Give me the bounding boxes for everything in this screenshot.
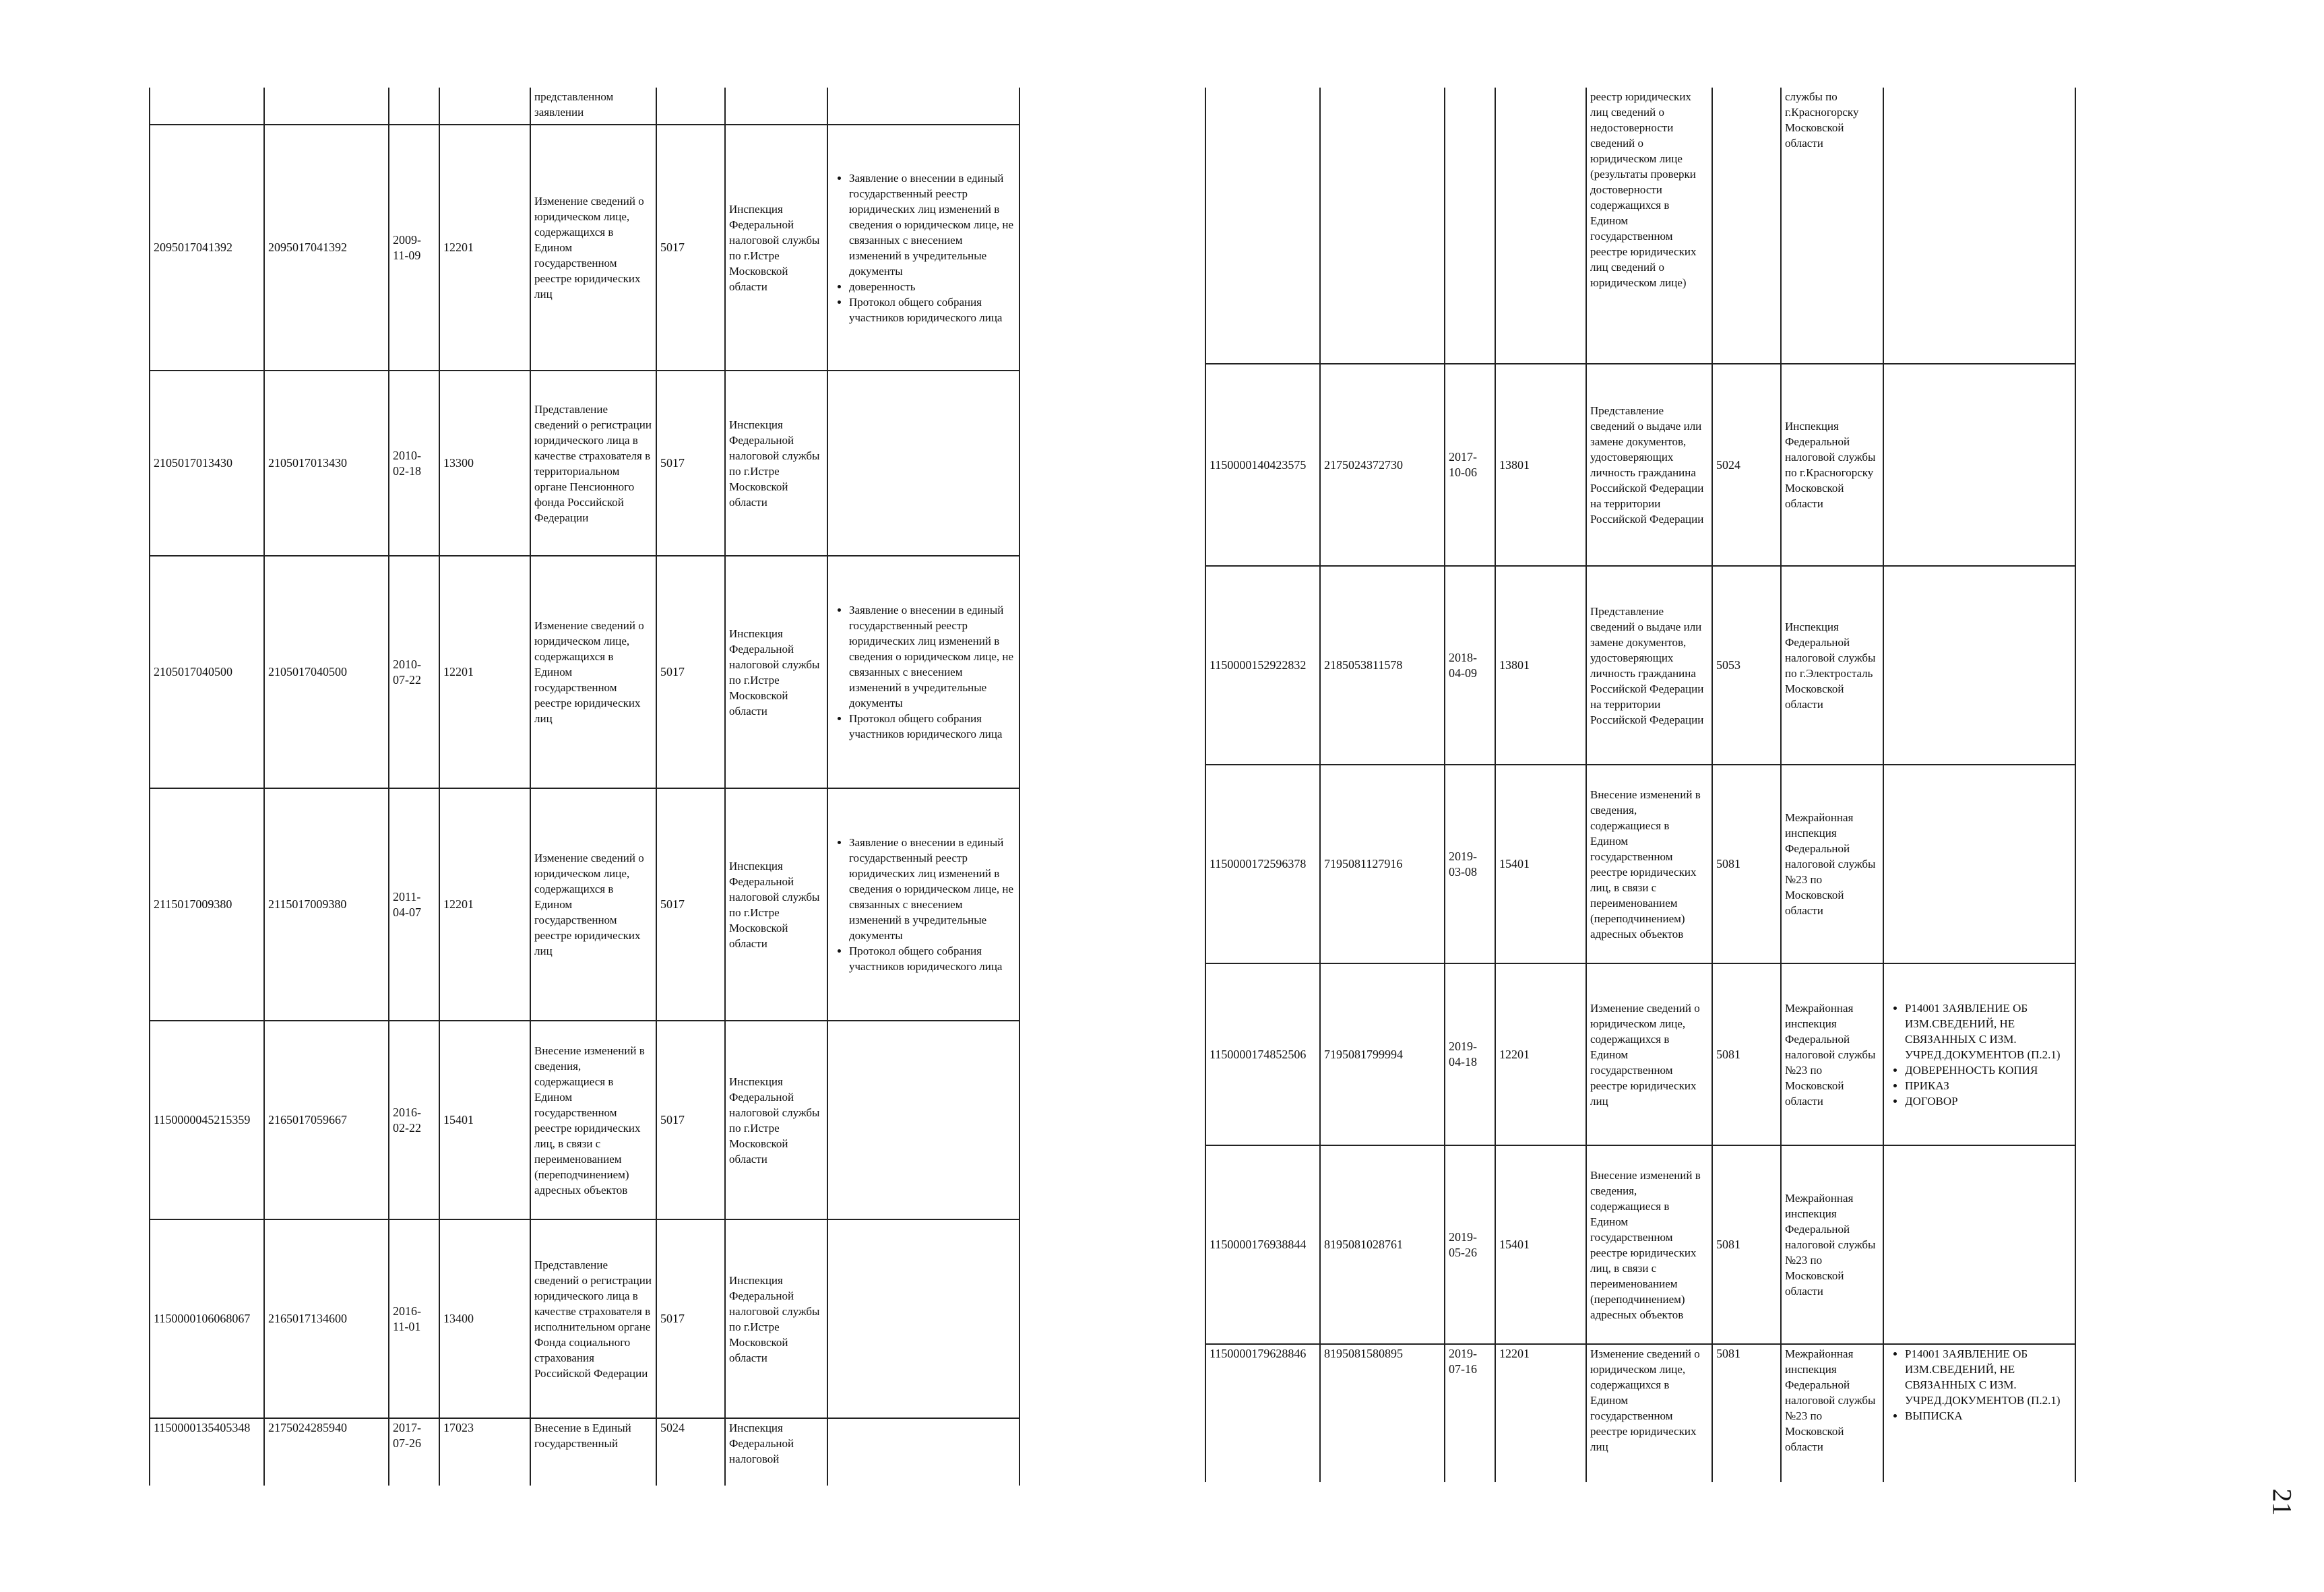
cell-reason: Представление сведений о регистрации юридического лица в качестве страхователя в исполнительном органе Фонда социального страхования Российской Федерации (530, 1219, 656, 1418)
table-row (1205, 364, 2075, 566)
cell-ogrn: 1150000106068067 (150, 1219, 264, 1418)
table-row (150, 125, 1019, 371)
document-item: • ВЫПИСКА (1905, 1408, 2071, 1424)
left-registry-table (149, 88, 1020, 1486)
cell-date: 2019-04-18 (1445, 963, 1495, 1145)
cell-authority: Инспекция Федеральной налоговой службы по г.Истре Московской области (725, 556, 827, 788)
cell-authority: Инспекция Федеральной налоговой службы по г.Истре Московской области (725, 1021, 827, 1219)
cell-ogrn: 1150000140423575 (1205, 364, 1320, 566)
cell-date (389, 88, 439, 125)
table-row (150, 556, 1019, 788)
cell-ogrn: 1150000174852506 (1205, 963, 1320, 1145)
cell-tax-code (1712, 88, 1781, 364)
cell-reason: Изменение сведений о юридическом лице, содержащихся в Едином государственном реестре юридических лиц (530, 788, 656, 1021)
document-item: • Протокол общего собрания участников юридического лица (849, 294, 1015, 325)
cell-ogrn (1205, 88, 1320, 364)
table-row (1205, 963, 2075, 1145)
documents-list (1887, 1346, 2071, 1424)
cell-code: 13801 (1495, 364, 1586, 566)
cell-grn: 2105017040500 (264, 556, 389, 788)
table-row (1205, 765, 2075, 963)
cell-ogrn: 2105017013430 (150, 371, 264, 556)
document-item: • ДОВЕРЕННОСТЬ КОПИЯ (1905, 1062, 2071, 1078)
documents-list (831, 835, 1015, 974)
cell-ogrn: 1150000045215359 (150, 1021, 264, 1219)
cell-ogrn: 2105017040500 (150, 556, 264, 788)
documents-list (831, 170, 1015, 325)
cell-code: 12201 (1495, 1344, 1586, 1482)
cell-grn: 2105017013430 (264, 371, 389, 556)
table-row (150, 1219, 1019, 1418)
table-row (150, 1021, 1019, 1219)
documents-list (831, 602, 1015, 742)
cell-tax-code: 5017 (656, 1219, 725, 1418)
cell-reason: Внесение в Единый государственный (530, 1418, 656, 1486)
table-row (150, 788, 1019, 1021)
cell-date: 2019-05-26 (1445, 1145, 1495, 1344)
cell-documents (827, 788, 1019, 1021)
cell-date: 2019-07-16 (1445, 1344, 1495, 1482)
cell-authority: Инспекция Федеральной налоговой службы по г.Истре Московской области (725, 788, 827, 1021)
cell-documents (827, 1219, 1019, 1418)
cell-grn: 2115017009380 (264, 788, 389, 1021)
cell-ogrn: 1150000172596378 (1205, 765, 1320, 963)
cell-tax-code: 5017 (656, 371, 725, 556)
cell-code: 15401 (439, 1021, 530, 1219)
cell-date: 2017-10-06 (1445, 364, 1495, 566)
cell-documents (1883, 566, 2075, 765)
document-item: • Протокол общего собрания участников юридического лица (849, 711, 1015, 742)
cell-grn: 2175024285940 (264, 1418, 389, 1486)
cell-ogrn: 1150000176938844 (1205, 1145, 1320, 1344)
table-row (150, 88, 1019, 125)
cell-grn (264, 88, 389, 125)
cell-code (1495, 88, 1586, 364)
cell-grn: 2185053811578 (1320, 566, 1445, 765)
cell-authority: Межрайонная инспекция Федеральной налоговой службы №23 по Московской области (1781, 1145, 1883, 1344)
cell-tax-code: 5017 (656, 1021, 725, 1219)
table-row (150, 1418, 1019, 1486)
cell-code: 17023 (439, 1418, 530, 1486)
cell-authority: Инспекция Федеральной налоговой службы по г.Красногорску Московской области (1781, 364, 1883, 566)
cell-date: 2010-07-22 (389, 556, 439, 788)
cell-documents (1883, 88, 2075, 364)
cell-authority: Инспекция Федеральной налоговой службы по г.Электросталь Московской области (1781, 566, 1883, 765)
cell-documents (1883, 963, 2075, 1145)
cell-tax-code: 5017 (656, 556, 725, 788)
cell-date: 2018-04-09 (1445, 566, 1495, 765)
cell-code: 12201 (439, 556, 530, 788)
cell-documents (1883, 1344, 2075, 1482)
cell-date: 2016-02-22 (389, 1021, 439, 1219)
cell-reason: Представление сведений о регистрации юридического лица в качестве страхователя в территориальном органе Пенсионного фонда Российской Федерации (530, 371, 656, 556)
cell-documents (827, 371, 1019, 556)
table-row (1205, 1145, 2075, 1344)
cell-reason: Изменение сведений о юридическом лице, содержащихся в Едином государственном реестре юридических лиц (530, 556, 656, 788)
cell-tax-code (656, 88, 725, 125)
cell-documents (827, 556, 1019, 788)
cell-grn (1320, 88, 1445, 364)
cell-authority: Межрайонная инспекция Федеральной налоговой службы №23 по Московской области (1781, 765, 1883, 963)
cell-documents (827, 88, 1019, 125)
cell-grn: 7195081799994 (1320, 963, 1445, 1145)
cell-reason: Изменение сведений о юридическом лице, содержащихся в Едином государственном реестре юридических лиц (1586, 963, 1712, 1145)
cell-documents (827, 1418, 1019, 1486)
cell-grn: 2165017134600 (264, 1219, 389, 1418)
cell-code: 15401 (1495, 765, 1586, 963)
cell-documents (1883, 1145, 2075, 1344)
cell-grn: 2175024372730 (1320, 364, 1445, 566)
cell-reason: Представление сведений о выдаче или замене документов, удостоверяющих личность гражданина Российской Федерации на территории Российской Федерации (1586, 566, 1712, 765)
cell-reason: Внесение изменений в сведения, содержащиеся в Едином государственном реестре юридических лиц, в связи с переименованием (переподчинением) адресных объектов (1586, 1145, 1712, 1344)
cell-reason: представленном заявлении (530, 88, 656, 125)
cell-grn: 8195081580895 (1320, 1344, 1445, 1482)
cell-code: 13801 (1495, 566, 1586, 765)
table-row (1205, 1344, 2075, 1482)
cell-documents (1883, 364, 2075, 566)
cell-reason: Изменение сведений о юридическом лице, содержащихся в Едином государственном реестре юридических лиц (530, 125, 656, 371)
cell-authority: Инспекция Федеральной налоговой службы по г.Истре Московской области (725, 371, 827, 556)
cell-date: 2010-02-18 (389, 371, 439, 556)
cell-ogrn: 1150000135405348 (150, 1418, 264, 1486)
document-item: • Р14001 ЗАЯВЛЕНИЕ ОБ ИЗМ.СВЕДЕНИЙ, НЕ СВЯЗАННЫХ С ИЗМ. УЧРЕД.ДОКУМЕНТОВ (П.2.1) (1905, 1000, 2071, 1062)
cell-tax-code: 5053 (1712, 566, 1781, 765)
document-item: • Р14001 ЗАЯВЛЕНИЕ ОБ ИЗМ.СВЕДЕНИЙ, НЕ СВЯЗАННЫХ С ИЗМ. УЧРЕД.ДОКУМЕНТОВ (П.2.1) (1905, 1346, 2071, 1408)
right-registry-table (1205, 88, 2076, 1482)
cell-ogrn: 2095017041392 (150, 125, 264, 371)
cell-tax-code: 5024 (656, 1418, 725, 1486)
cell-authority: Инспекция Федеральной налоговой службы по г.Истре Московской области (725, 1219, 827, 1418)
cell-code: 15401 (1495, 1145, 1586, 1344)
document-item: • Заявление о внесении в единый государственный реестр юридических лиц изменений в сведения о юридическом лице, не связанных с внесением изменений в учредительные документы (849, 835, 1015, 943)
cell-tax-code: 5024 (1712, 364, 1781, 566)
cell-code: 13300 (439, 371, 530, 556)
cell-code: 12201 (439, 788, 530, 1021)
document-item: • доверенность (849, 279, 1015, 294)
cell-ogrn: 1150000152922832 (1205, 566, 1320, 765)
document-item: • ДОГОВОР (1905, 1093, 2071, 1109)
cell-grn: 8195081028761 (1320, 1145, 1445, 1344)
cell-grn: 2165017059667 (264, 1021, 389, 1219)
cell-code: 12201 (1495, 963, 1586, 1145)
cell-documents (827, 1021, 1019, 1219)
cell-documents (827, 125, 1019, 371)
cell-authority: Межрайонная инспекция Федеральной налоговой службы №23 по Московской области (1781, 963, 1883, 1145)
table-row (1205, 566, 2075, 765)
cell-date: 2011-04-07 (389, 788, 439, 1021)
cell-date: 2016-11-01 (389, 1219, 439, 1418)
cell-date (1445, 88, 1495, 364)
cell-authority: службы по г.Красногорску Московской области (1781, 88, 1883, 364)
document-item: • Заявление о внесении в единый государственный реестр юридических лиц изменений в сведения о юридическом лице, не связанных с внесением изменений в учредительные документы (849, 170, 1015, 279)
cell-code (439, 88, 530, 125)
document-item: • ПРИКАЗ (1905, 1078, 2071, 1093)
cell-tax-code: 5017 (656, 125, 725, 371)
cell-reason: Изменение сведений о юридическом лице, содержащихся в Едином государственном реестре юридических лиц (1586, 1344, 1712, 1482)
cell-grn: 2095017041392 (264, 125, 389, 371)
cell-documents (1883, 765, 2075, 963)
cell-code: 13400 (439, 1219, 530, 1418)
cell-tax-code: 5017 (656, 788, 725, 1021)
cell-code: 12201 (439, 125, 530, 371)
documents-list (1887, 1000, 2071, 1109)
cell-date: 2019-03-08 (1445, 765, 1495, 963)
cell-authority: Инспекция Федеральной налоговой (725, 1418, 827, 1486)
document-item: • Протокол общего собрания участников юридического лица (849, 943, 1015, 974)
table-row (1205, 88, 2075, 364)
cell-tax-code: 5081 (1712, 1344, 1781, 1482)
cell-tax-code: 5081 (1712, 1145, 1781, 1344)
cell-ogrn: 1150000179628846 (1205, 1344, 1320, 1482)
cell-authority (725, 88, 827, 125)
cell-reason: реестр юридических лиц сведений о недостоверности сведений о юридическом лице (результаты проверки достоверности содержащихся в Едином государственном реестре юридических лиц сведений о юридическом лице) (1586, 88, 1712, 364)
cell-date: 2009-11-09 (389, 125, 439, 371)
cell-reason: Представление сведений о выдаче или замене документов, удостоверяющих личность гражданина Российской Федерации на территории Российской Федерации (1586, 364, 1712, 566)
cell-reason: Внесение изменений в сведения, содержащиеся в Едином государственном реестре юридических лиц, в связи с переименованием (переподчинением) адресных объектов (1586, 765, 1712, 963)
page-number: 21 (2267, 1488, 2298, 1516)
cell-ogrn: 2115017009380 (150, 788, 264, 1021)
cell-date: 2017-07-26 (389, 1418, 439, 1486)
cell-ogrn (150, 88, 264, 125)
cell-grn: 7195081127916 (1320, 765, 1445, 963)
document-item: • Заявление о внесении в единый государственный реестр юридических лиц изменений в сведения о юридическом лице, не связанных с внесением изменений в учредительные документы (849, 602, 1015, 711)
cell-tax-code: 5081 (1712, 963, 1781, 1145)
cell-authority: Инспекция Федеральной налоговой службы по г.Истре Московской области (725, 125, 827, 371)
cell-authority: Межрайонная инспекция Федеральной налоговой службы №23 по Московской области (1781, 1344, 1883, 1482)
table-row (150, 371, 1019, 556)
cell-tax-code: 5081 (1712, 765, 1781, 963)
cell-reason: Внесение изменений в сведения, содержащиеся в Едином государственном реестре юридических лиц, в связи с переименованием (переподчинением) адресных объектов (530, 1021, 656, 1219)
